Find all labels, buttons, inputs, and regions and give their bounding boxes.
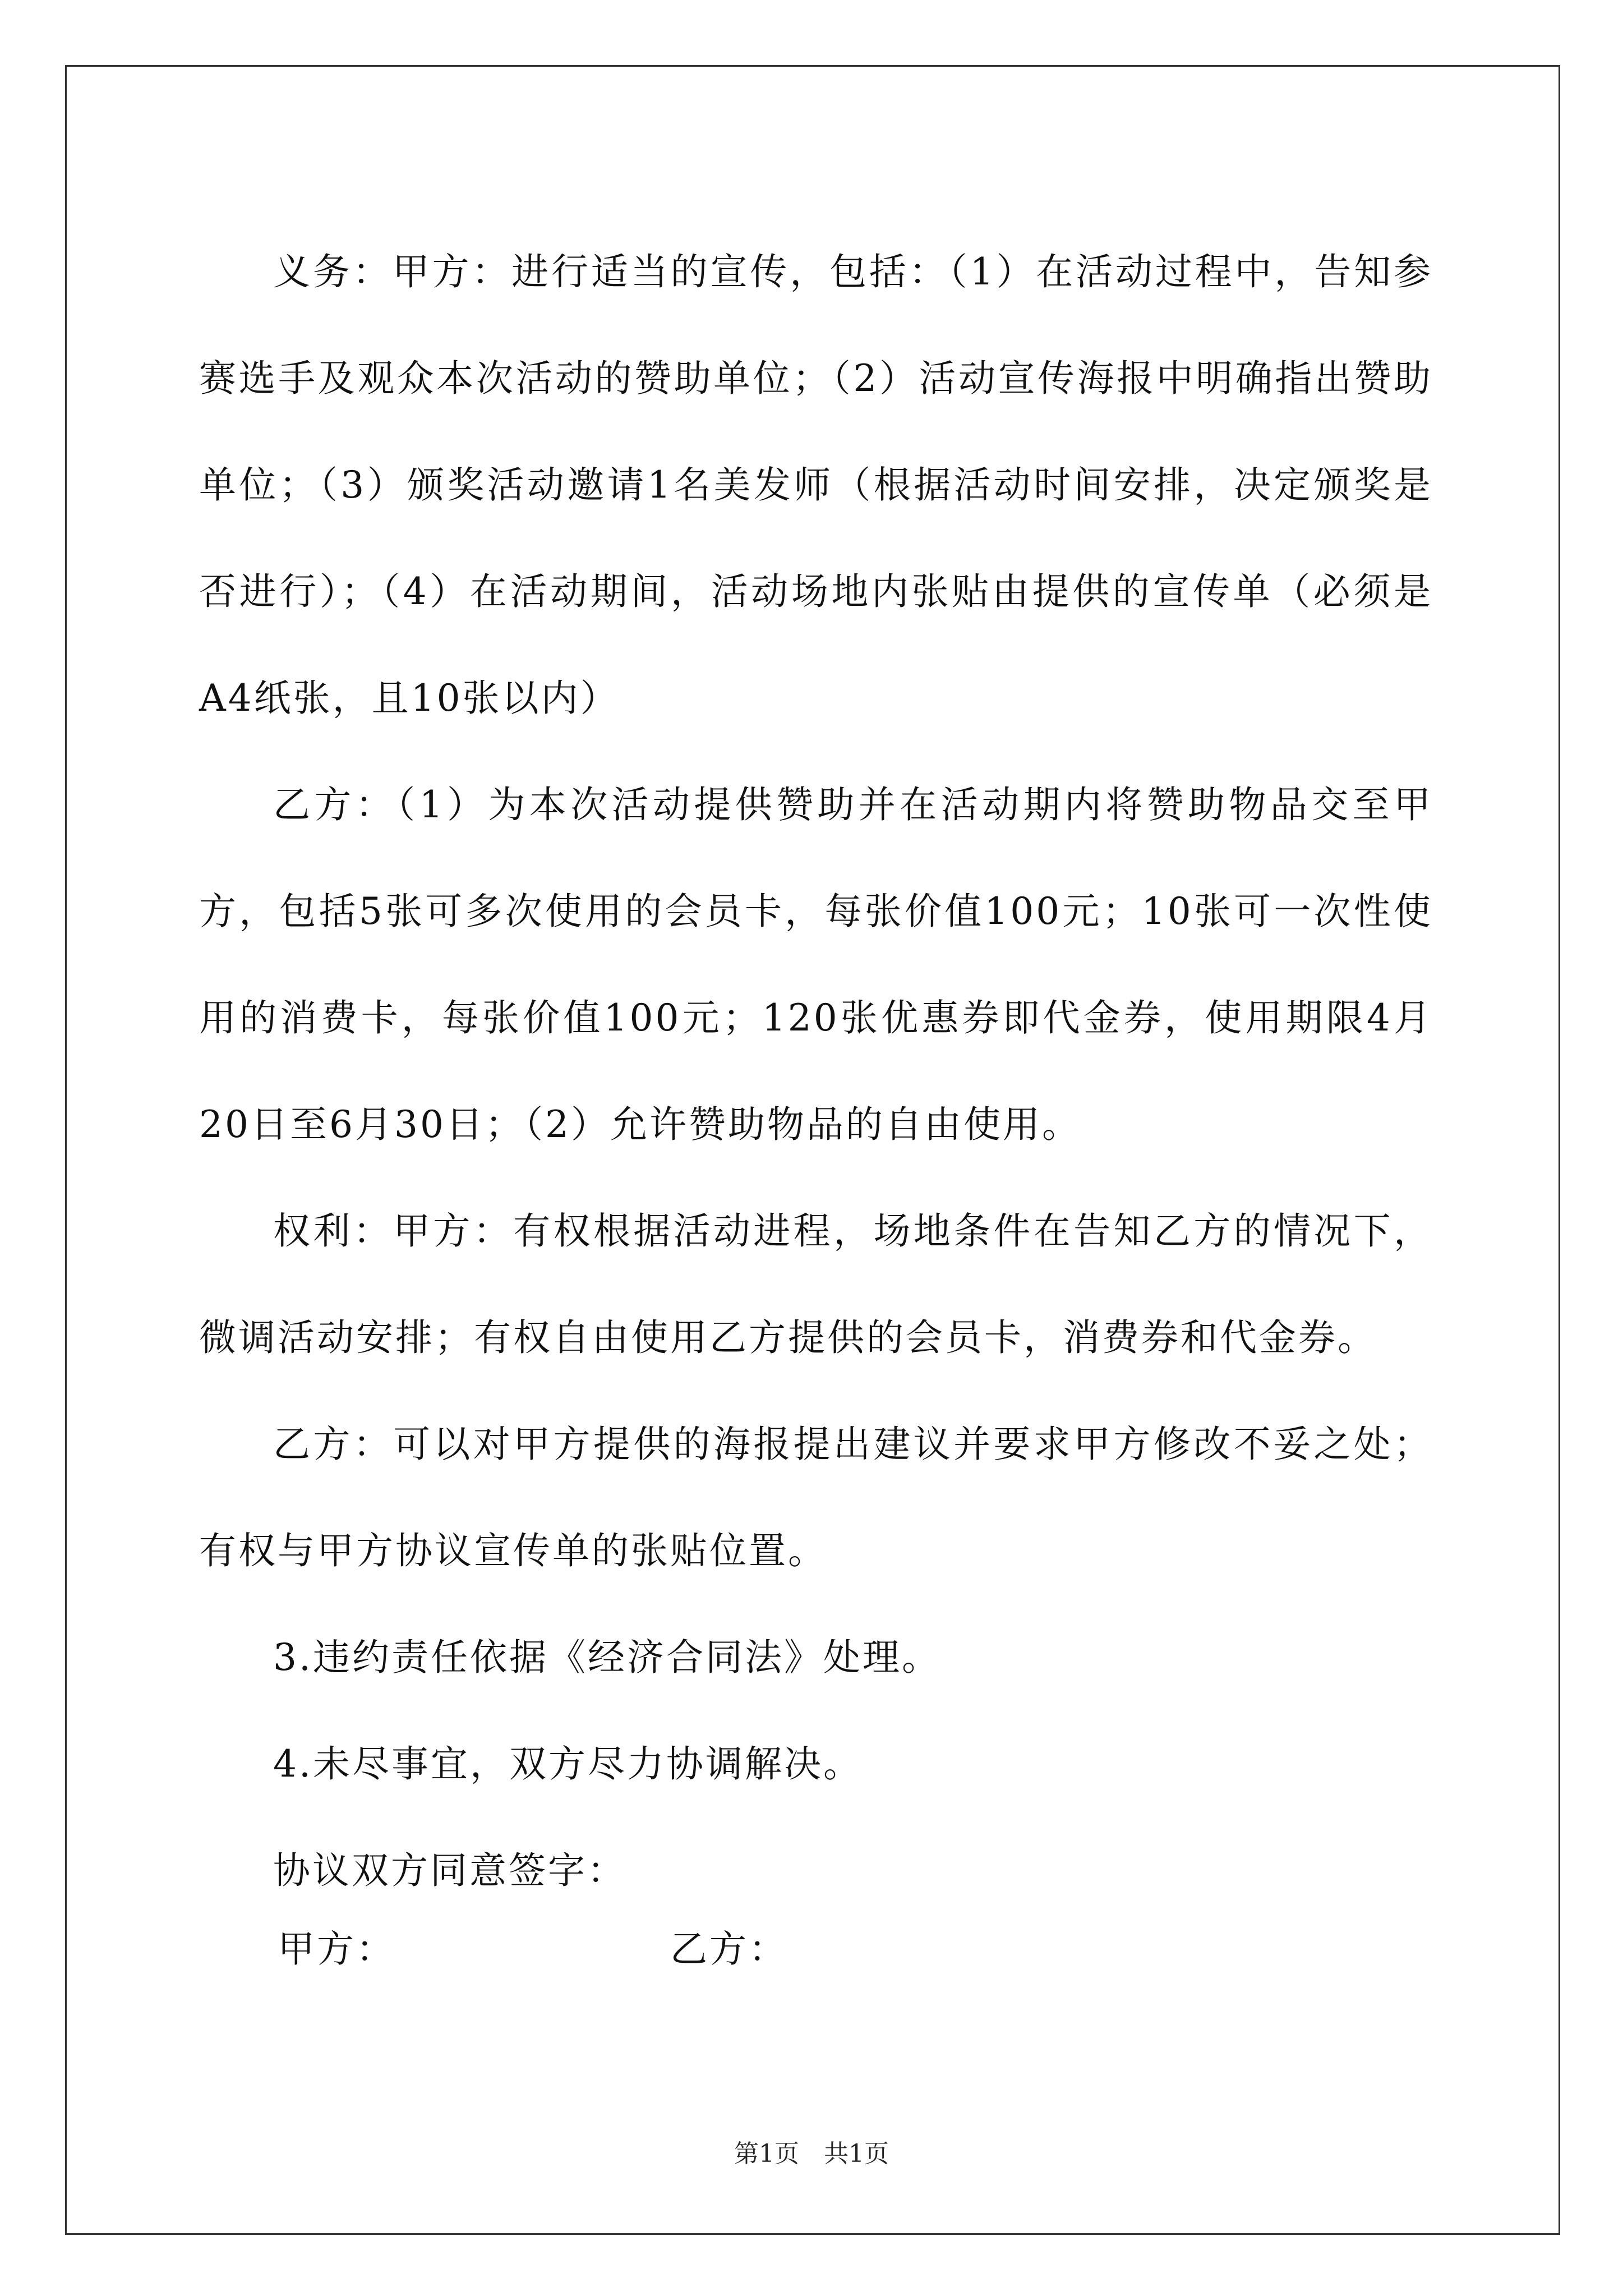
paragraph-liability: 3.违约责任依据《经济合同法》处理。 — [273, 1636, 941, 1679]
signature-row — [278, 1896, 1119, 2003]
page-footer: 第1页 共1页 — [734, 2139, 889, 2168]
party-b-signature-label: 乙方： — [670, 1927, 788, 1971]
paragraph-rights-party-b: 乙方：可以对甲方提供的海报提出建议并要求甲方修改不妥之处；有权与甲方协议宣传单的张贴位置。 — [199, 1423, 1433, 1572]
party-a-signature-label: 甲方： — [278, 1927, 395, 1971]
paragraph-obligations-party-a: 义务：甲方：进行适当的宣传，包括：（1）在活动过程中，告知参赛选手及观众本次活动的赞助单位；（2）活动宣传海报中明确指出赞助单位；（3）颁奖活动邀请1名美发师（根据活动时间安排，决定颁奖是否进行）；（4）在活动期间，活动场地内张贴由提供的宣传单（必须是A4纸张，且10张以内） — [199, 250, 1433, 720]
paragraph-rights-party-a: 权利：甲方：有权根据活动进程，场地条件在告知乙方的情况下，微调活动安排；有权自由使用乙方提供的会员卡，消费券和代金券。 — [199, 1209, 1433, 1359]
paragraph-obligations-party-b: 乙方：（1）为本次活动提供赞助并在活动期内将赞助物品交至甲方，包括5张可多次使用的会员卡，每张价值100元；10张可一次性使用的消费卡，每张价值100元；120张优惠券即代金券，使用期限4月20日至6月30日；（2）允许赞助物品的自由使用。 — [199, 783, 1433, 1146]
paragraph-other-matters: 4.未尽事宜，双方尽力协调解决。 — [273, 1742, 863, 1786]
document-body — [199, 219, 1433, 1924]
paragraph-signature-intro: 协议双方同意签字： — [273, 1849, 626, 1892]
